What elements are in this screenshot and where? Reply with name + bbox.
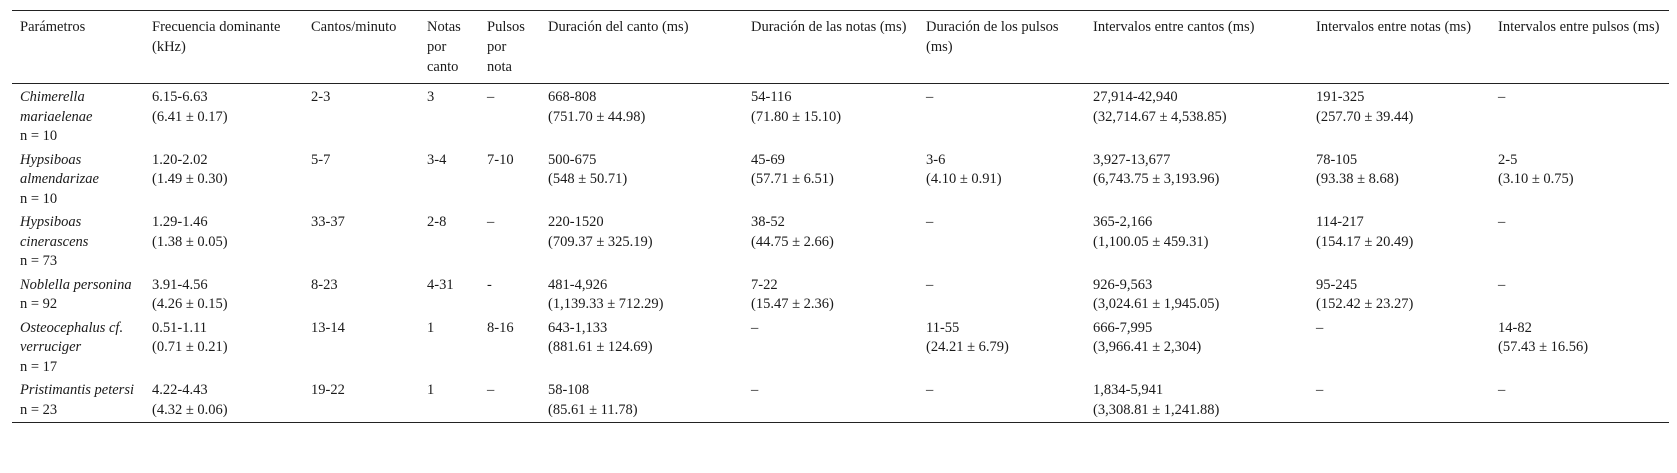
table-row (12, 209, 1669, 272)
value-cell-int-notas (1308, 84, 1490, 147)
species-name: Chimerella mariaelenae (20, 89, 93, 125)
range-value: 500-675 (548, 151, 597, 168)
range-value: 191-325 (1316, 89, 1365, 105)
mean-sd-value: (1.49 ± 0.30) (152, 171, 228, 187)
value-cell-int-notas (1308, 315, 1490, 378)
value-cell-pulsos: 8-16 (487, 319, 514, 336)
table-row (12, 377, 1669, 423)
header-cell: Parámetros (12, 11, 144, 84)
species-cell (12, 377, 144, 423)
range-value: – (926, 214, 934, 230)
species-cell (12, 209, 144, 272)
range-value: 78-105 (1316, 151, 1358, 168)
header-row (12, 11, 1669, 84)
range-value: 6.15-6.63 (152, 89, 208, 105)
mean-sd-value: (57.43 ± 16.56) (1498, 339, 1589, 355)
range-value: 2-5 (1498, 151, 1518, 168)
mean-sd-value: (24.21 ± 6.79) (926, 339, 1009, 355)
mean-sd-value: (71.80 ± 15.10) (751, 108, 842, 125)
mean-sd-value: (4.26 ± 0.15) (152, 296, 228, 312)
range-value: 926-9,563 (1093, 276, 1153, 293)
range-value: 3,927-13,677 (1093, 151, 1171, 168)
mean-sd-value: (4.10 ± 0.91) (926, 171, 1002, 187)
value-cell-dur-pulsos (918, 272, 1085, 315)
range-value: – (1498, 89, 1506, 105)
range-value: – (926, 276, 934, 293)
value-cell-cpm: 19-22 (303, 377, 419, 423)
range-value: 14-82 (1498, 319, 1532, 336)
range-value: 3.91-4.56 (152, 276, 208, 293)
value-cell-dur-canto (540, 315, 743, 378)
range-value: 643-1,133 (548, 319, 608, 336)
header-cell: Intervalos entre pulsos (ms) (1490, 11, 1669, 84)
mean-sd-value: (257.70 ± 39.44) (1316, 108, 1414, 125)
header-cell: Intervalos entre cantos (ms) (1085, 11, 1308, 84)
value-cell-dur-canto (540, 209, 743, 272)
mean-sd-value: (44.75 ± 2.66) (751, 233, 834, 250)
mean-sd-value: (1,139.33 ± 712.29) (548, 296, 664, 312)
value-cell-dur-notas (743, 272, 918, 315)
value-cell-int-cantos (1085, 209, 1308, 272)
value-cell-int-pulsos (1490, 272, 1669, 315)
value-cell-dur-notas (743, 209, 918, 272)
sample-size: n = 17 (20, 358, 58, 375)
value-cell-dur-canto (540, 84, 743, 147)
value-cell-cpm: 33-37 (311, 214, 345, 230)
mean-sd-value: (3,024.61 ± 1,945.05) (1093, 296, 1220, 312)
table-row (12, 84, 1669, 147)
table-row (12, 272, 1669, 315)
value-cell-cpm: 8-23 (311, 276, 338, 293)
value-cell-dur-pulsos (918, 147, 1085, 210)
table-row (12, 315, 1669, 378)
value-cell-int-cantos (1085, 315, 1308, 378)
mean-sd-value: (881.61 ± 124.69) (548, 339, 653, 355)
value-cell-dur-canto (540, 147, 743, 210)
mean-sd-value: (15.47 ± 2.36) (751, 296, 834, 312)
value-cell-int-cantos (1085, 147, 1308, 210)
value-cell-int-notas (1308, 147, 1490, 210)
value-cell-int-notas (1308, 272, 1490, 315)
sample-size: n = 92 (20, 296, 58, 312)
mean-sd-value: (57.71 ± 6.51) (751, 171, 834, 187)
value-cell-pulsos: 7-10 (487, 151, 514, 168)
sample-size: n = 10 (20, 190, 58, 207)
species-name: Pristimantis petersi (20, 382, 134, 398)
species-cell (12, 315, 144, 378)
value-cell-freq (144, 272, 303, 315)
value-cell-dur-canto (540, 272, 743, 315)
value-cell-dur-canto (540, 377, 743, 423)
value-cell-dur-pulsos (918, 209, 1085, 272)
value-cell-pulsos: – (479, 377, 540, 423)
mean-sd-value: (32,714.67 ± 4,538.85) (1093, 108, 1227, 125)
value-cell-int-cantos (1085, 272, 1308, 315)
value-cell-notas: 1 (427, 319, 435, 336)
value-cell-freq (144, 209, 303, 272)
range-value: 114-217 (1316, 214, 1364, 230)
mean-sd-value: (4.32 ± 0.06) (152, 401, 228, 418)
table-row (12, 147, 1669, 210)
table-body (12, 84, 1669, 423)
value-cell-cpm: 2-3 (311, 89, 331, 105)
range-value: 1.29-1.46 (152, 214, 208, 230)
range-value: 220-1520 (548, 214, 604, 230)
header-cell: Pulsos por nota (479, 11, 540, 84)
value-cell-int-pulsos (1490, 209, 1669, 272)
value-cell-int-pulsos (1490, 84, 1669, 147)
value-cell-notas: 3 (427, 89, 435, 105)
mean-sd-value: (709.37 ± 325.19) (548, 233, 653, 250)
range-value: – (1316, 382, 1324, 398)
species-cell (12, 147, 144, 210)
header-cell: Duración de los pulsos (ms) (918, 11, 1085, 84)
header-cell: Duración del canto (ms) (540, 11, 743, 84)
mean-sd-value: (1.38 ± 0.05) (152, 233, 228, 250)
value-cell-cpm: 5-7 (311, 151, 331, 168)
range-value: – (926, 382, 934, 398)
value-cell-notas: 2-8 (427, 214, 447, 230)
mean-sd-value: (0.71 ± 0.21) (152, 339, 228, 355)
range-value: 27,914-42,940 (1093, 89, 1178, 105)
value-cell-dur-notas (743, 84, 918, 147)
range-value: – (1316, 319, 1324, 336)
data-table-wrapper (12, 10, 1669, 423)
species-name: Hypsiboas almendarizae (20, 151, 99, 187)
range-value: – (751, 319, 759, 336)
mean-sd-value: (6.41 ± 0.17) (152, 108, 228, 125)
species-cell (12, 84, 144, 147)
range-value: – (1498, 276, 1506, 293)
range-value: 668-808 (548, 89, 597, 105)
range-value: – (1498, 382, 1506, 398)
mean-sd-value: (6,743.75 ± 3,193.96) (1093, 171, 1220, 187)
value-cell-pulsos: – (487, 214, 495, 230)
value-cell-freq (144, 84, 303, 147)
value-cell-cpm: 13-14 (311, 319, 345, 336)
range-value: 0.51-1.11 (152, 319, 208, 336)
value-cell-dur-pulsos (918, 84, 1085, 147)
mean-sd-value: (93.38 ± 8.68) (1316, 171, 1399, 187)
mean-sd-value: (548 ± 50.71) (548, 171, 628, 187)
range-value: – (1498, 214, 1506, 230)
range-value: 11-55 (926, 319, 960, 336)
value-cell-int-cantos (1085, 377, 1308, 423)
range-value: 54-116 (751, 89, 792, 105)
value-cell-int-pulsos (1490, 147, 1669, 210)
range-value: – (926, 89, 934, 105)
mean-sd-value: (3,308.81 ± 1,241.88) (1093, 401, 1220, 418)
range-value: 3-6 (926, 151, 946, 168)
species-name: Hypsiboas cinerascens (20, 214, 89, 250)
range-value: 666-7,995 (1093, 319, 1153, 336)
value-cell-freq (144, 377, 303, 423)
mean-sd-value: (152.42 ± 23.27) (1316, 296, 1414, 312)
value-cell-notas: 4-31 (427, 276, 454, 293)
range-value: 45-69 (751, 151, 785, 168)
call-parameters-table (12, 10, 1669, 423)
range-value: 1,834-5,941 (1093, 382, 1164, 398)
header-cell: Duración de las notas (ms) (743, 11, 918, 84)
range-value: 58-108 (548, 382, 590, 398)
range-value: – (751, 382, 759, 398)
value-cell-dur-notas (743, 377, 918, 423)
sample-size: n = 23 (20, 401, 58, 418)
header-cell: Intervalos entre notas (ms) (1308, 11, 1490, 84)
value-cell-notas: 1 (419, 377, 479, 423)
range-value: 1.20-2.02 (152, 151, 208, 168)
value-cell-dur-notas (743, 147, 918, 210)
value-cell-dur-pulsos (918, 377, 1085, 423)
mean-sd-value: (154.17 ± 20.49) (1316, 233, 1414, 250)
header-cell: Frecuencia dominante (kHz) (144, 11, 303, 84)
sample-size: n = 10 (20, 128, 58, 144)
header-cell: Cantos/minuto (303, 11, 419, 84)
range-value: 7-22 (751, 276, 778, 293)
mean-sd-value: (85.61 ± 11.78) (548, 401, 638, 418)
value-cell-int-cantos (1085, 84, 1308, 147)
range-value: 95-245 (1316, 276, 1358, 293)
species-name: Noblella personina (20, 276, 132, 293)
range-value: 481-4,926 (548, 276, 608, 293)
value-cell-notas: 3-4 (427, 151, 447, 168)
value-cell-dur-pulsos (918, 315, 1085, 378)
value-cell-int-notas (1308, 209, 1490, 272)
value-cell-int-pulsos (1490, 377, 1669, 423)
species-name: Osteocephalus cf. verruciger (20, 319, 124, 355)
value-cell-int-notas (1308, 377, 1490, 423)
value-cell-freq (144, 147, 303, 210)
value-cell-dur-notas (743, 315, 918, 378)
mean-sd-value: (3,966.41 ± 2,304) (1093, 339, 1202, 355)
range-value: 365-2,166 (1093, 214, 1153, 230)
sample-size: n = 73 (20, 253, 58, 269)
species-cell (12, 272, 144, 315)
value-cell-freq (144, 315, 303, 378)
range-value: 38-52 (751, 214, 785, 230)
mean-sd-value: (1,100.05 ± 459.31) (1093, 233, 1209, 250)
range-value: 4.22-4.43 (152, 382, 208, 398)
value-cell-pulsos: - (487, 276, 492, 293)
mean-sd-value: (3.10 ± 0.75) (1498, 171, 1574, 187)
value-cell-int-pulsos (1490, 315, 1669, 378)
header-cell: Notas por canto (419, 11, 479, 84)
mean-sd-value: (751.70 ± 44.98) (548, 108, 646, 125)
value-cell-pulsos: – (487, 89, 495, 105)
